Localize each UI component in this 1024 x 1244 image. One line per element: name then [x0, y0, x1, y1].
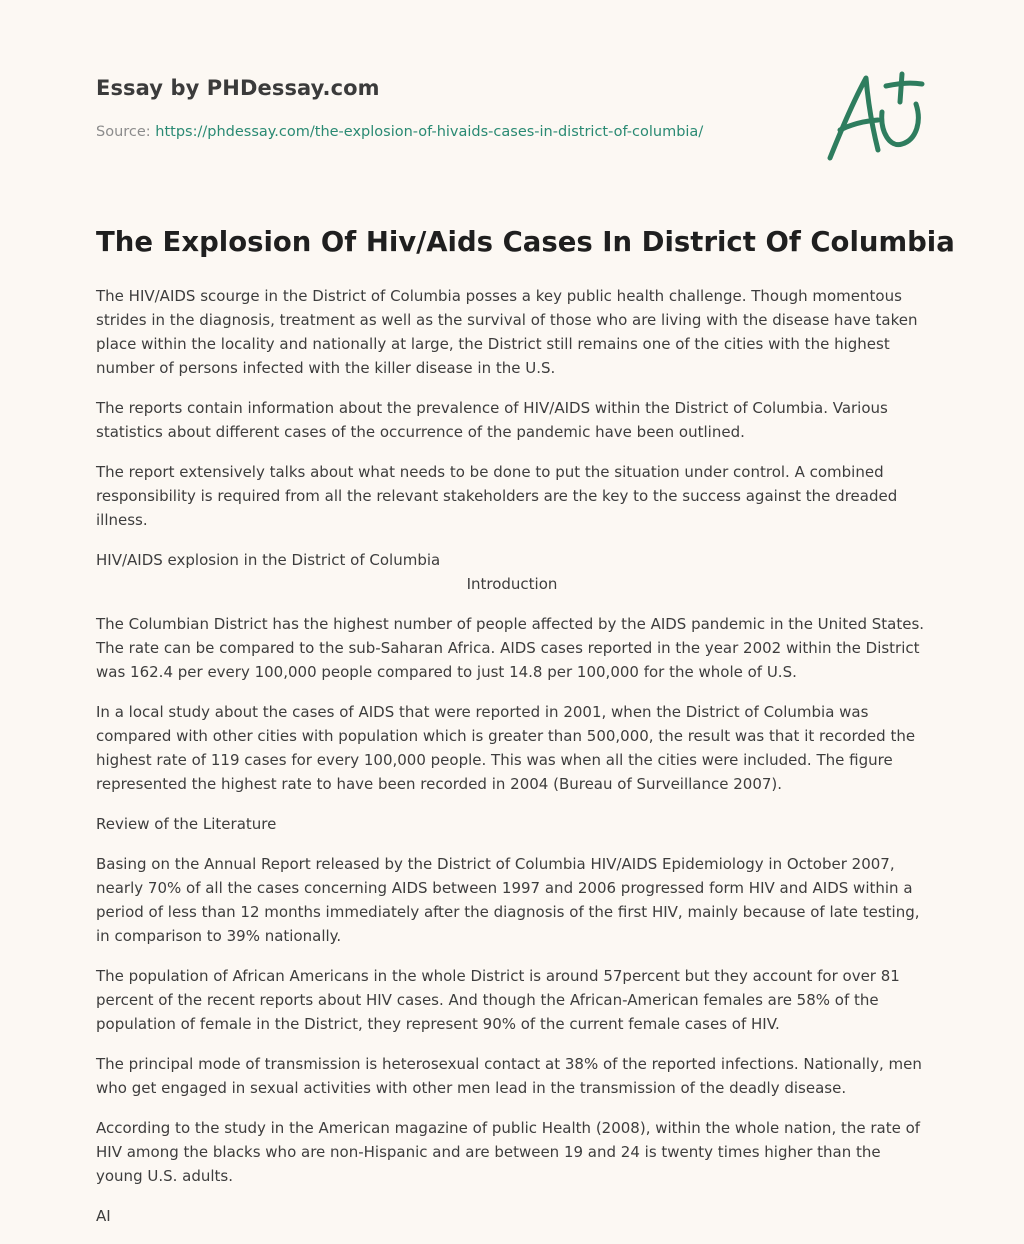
paragraph: The population of African Americans in the whole District is around 57percent but they account for over 81 percent of the recent reports about HIV cases. And though the African-American females are 58% of the population of female in the District, they represent 90% of the current female cases of HIV. [96, 967, 900, 1033]
section-heading: Review of the Literature [96, 815, 277, 833]
paragraph: The Columbian District has the highest number of people affected by the AIDS pandemic in the United States. The rate can be compared to the sub-Saharan Africa. AIDS cases reported in the year 2002 within the District was 162.4 per every 100,000 people compared to just 14.8 per 100,000 for the whole of U.S. [96, 615, 925, 681]
source-label: Source: [96, 124, 151, 140]
essay-title: The Explosion Of Hiv/Aids Cases In District Of Columbia [96, 226, 955, 258]
paragraph: The principal mode of transmission is heterosexual contact at 38% of the reported infections. Nationally, men who get engaged in sexual activities with other men lead in the transmission of the deadly disease. [96, 1055, 922, 1097]
paragraph: The report extensively talks about what needs to be done to put the situation under control. A combined responsibility is required from all the relevant stakeholders are the key to the success against the dreaded illness. [96, 463, 898, 529]
brand-title: Essay by PHDessay.com [96, 76, 380, 100]
paragraph: AI [96, 1207, 111, 1225]
section-heading-centered: Introduction [466, 575, 558, 593]
paragraph: The reports contain information about the prevalence of HIV/AIDS within the District of Columbia. Various statistics about different cases of the occurrence of the pandemic have been outlined. [96, 399, 888, 441]
essay-body [96, 284, 928, 1244]
section-heading: HIV/AIDS explosion in the District of Columbia [96, 551, 441, 569]
a-plus-logo-icon [820, 66, 930, 166]
paragraph: The HIV/AIDS scourge in the District of Columbia posses a key public health challenge. Though momentous strides in the diagnosis, treatment as well as the survival of those who are living with the disease have taken place within the locality and nationally at large, the District still remains one of the cities with the highest number of persons infected with the killer disease in the U.S. [96, 287, 918, 377]
paragraph: In a local study about the cases of AIDS that were reported in 2001, when the District of Columbia was compared with other cities with population which is greater than 500,000, the result was that it recorded the highest rate of 119 cases for every 100,000 people. This was when all the cities were included. The figure represented the highest rate to have been recorded in 2004 (Bureau of Surveillance 2007). [96, 703, 916, 793]
source-line [96, 124, 703, 140]
source-link[interactable]: https://phdessay.com/the-explosion-of-hivaids-cases-in-district-of-columbia/ [155, 124, 704, 140]
paragraph: Basing on the Annual Report released by the District of Columbia HIV/AIDS Epidemiology in October 2007, nearly 70% of all the cases concerning AIDS between 1997 and 2006 progressed form HIV and AIDS within a period of less than 12 months immediately after the diagnosis of the first HIV, mainly because of late testing, in comparison to 39% nationally. [96, 855, 920, 945]
paragraph: According to the study in the American magazine of public Health (2008), within the whole nation, the rate of HIV among the blacks who are non-Hispanic and are between 19 and 24 is twenty times higher than the young U.S. adults. [96, 1119, 921, 1185]
